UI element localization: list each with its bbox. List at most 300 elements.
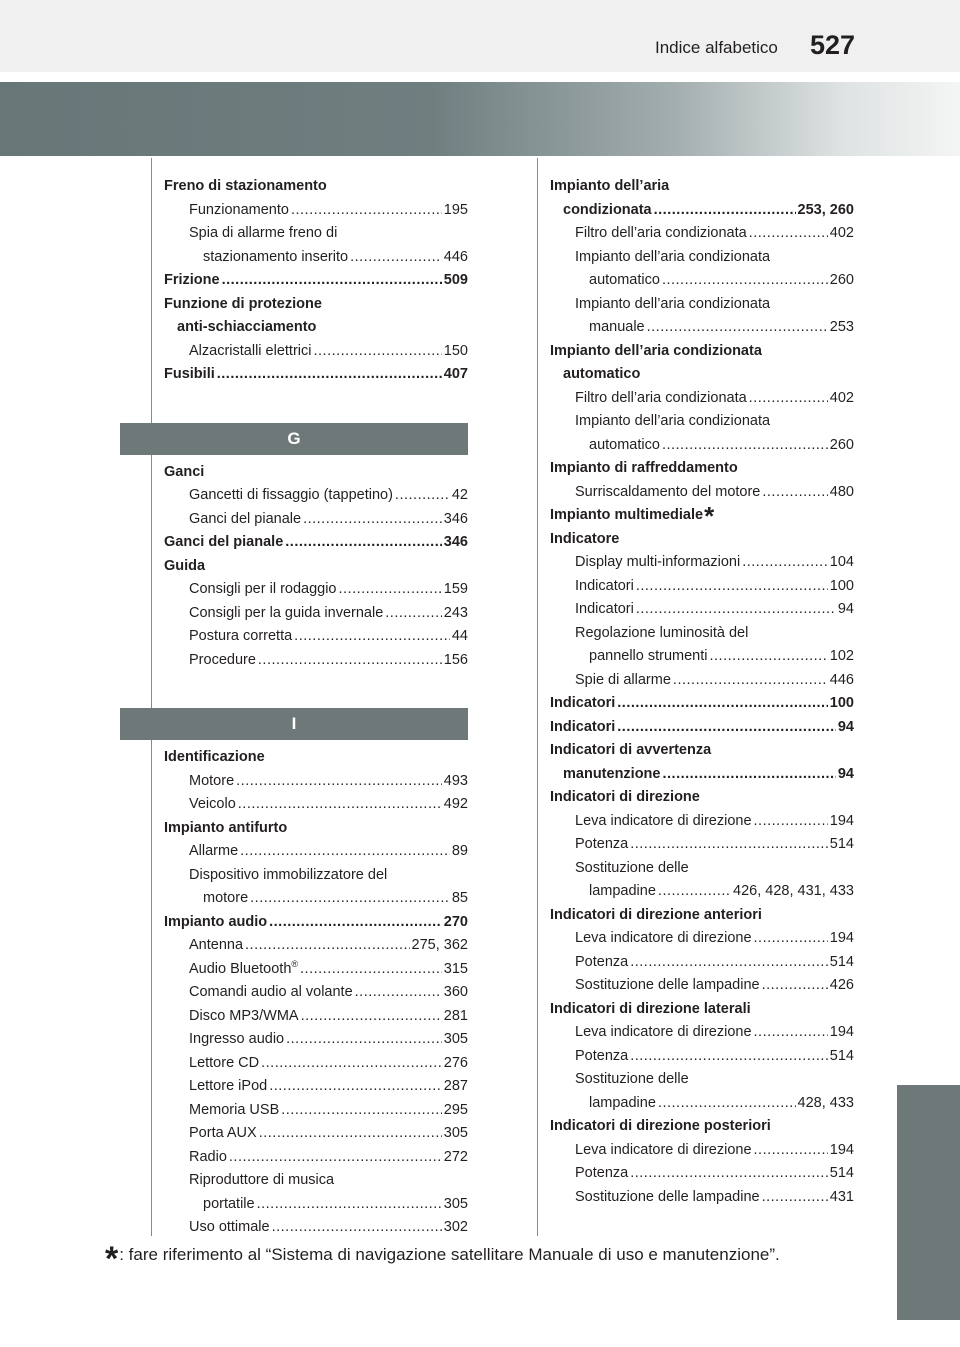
index-entry-term: [177, 316, 316, 340]
index-entry-page: 276: [443, 1054, 468, 1071]
dot-leader: [754, 1021, 828, 1045]
index-group-g: [164, 461, 468, 673]
index-entry-page: 426, 428, 431, 433: [733, 883, 854, 899]
index-entry-label: Ingresso audio: [189, 1031, 285, 1047]
index-entry: [164, 1099, 468, 1123]
index-entry-page: 360: [443, 984, 468, 1000]
dot-leader: [749, 222, 828, 246]
index-entry-page: 94: [837, 718, 854, 735]
index-entry-label: Indicatori: [550, 695, 616, 711]
index-entry-term: [575, 810, 752, 834]
index-entry-page: 253: [829, 319, 854, 335]
dot-leader: [662, 763, 835, 787]
index-entry-label: Gancetti di fissaggio (tappetino): [189, 487, 393, 503]
dot-leader: [762, 974, 828, 998]
index-entry: [164, 578, 468, 602]
dot-leader: [673, 669, 828, 693]
dot-leader: [222, 269, 442, 293]
index-entry-label: Ganci del pianale: [164, 534, 284, 550]
index-entry-label: Regolazione luminosità del: [575, 624, 749, 641]
dot-leader: [762, 481, 827, 505]
index-entry-term: [550, 457, 738, 481]
index-entry-term: [575, 575, 634, 599]
index-entry-label: Disco MP3/WMA: [189, 1007, 299, 1024]
column-divider-left: [151, 158, 152, 1236]
index-entry: [550, 1115, 854, 1139]
index-entry: [550, 175, 854, 199]
index-entry-page: 509: [443, 272, 468, 288]
index-entry-term: [563, 199, 652, 223]
index-entry-term: [589, 434, 660, 458]
index-entry-term: [164, 175, 327, 199]
index-entry-page: 346: [443, 534, 468, 550]
dot-leader: [630, 951, 828, 975]
index-entry-label: Postura corretta: [189, 628, 293, 644]
index-entry-label: lampadine: [589, 1094, 656, 1111]
index-entry-term: [189, 1216, 270, 1240]
dot-leader: [754, 927, 828, 951]
index-entry: [164, 222, 468, 246]
index-entry-label: Spie di allarme: [575, 671, 671, 688]
index-entry-page: 194: [829, 1024, 854, 1040]
index-entry-label: Indicatori: [575, 601, 634, 617]
dot-leader: [257, 1193, 442, 1217]
index-entry-term: [189, 1075, 267, 1099]
index-entry-label: Veicolo: [189, 796, 236, 812]
index-entry: [164, 461, 468, 485]
index-entry-term: [589, 645, 708, 669]
index-entry-page: 260: [829, 436, 854, 453]
index-entry-page: 493: [443, 772, 468, 789]
index-entry-term: [575, 481, 760, 505]
column-divider-right: [537, 158, 538, 1236]
index-group-impianto-indicatori: [550, 175, 854, 1209]
index-entry: [164, 817, 468, 841]
section-title: Indice alfabetico: [655, 38, 778, 57]
index-entry: [164, 840, 468, 864]
dot-leader: [272, 1216, 442, 1240]
index-entry-term: [189, 625, 292, 649]
index-entry-term: [550, 998, 751, 1022]
index-entry-page: 514: [829, 953, 854, 970]
dot-leader: [355, 981, 442, 1005]
index-entry: [550, 951, 854, 975]
index-entry-term: [189, 199, 289, 223]
index-entry-term: [189, 222, 337, 246]
index-entry-label: automatico: [589, 436, 660, 453]
index-entry: [164, 864, 468, 888]
index-entry-label: Antenna: [189, 937, 244, 953]
index-group-i: [164, 746, 468, 1240]
index-entry-page: 446: [829, 671, 854, 688]
index-entry-page: 159: [443, 581, 468, 597]
dot-leader: [285, 531, 442, 555]
dot-leader: [269, 911, 442, 935]
index-entry-page: 315: [443, 960, 468, 977]
index-entry-label: portatile: [203, 1195, 255, 1212]
index-entry-term: [589, 880, 656, 904]
index-entry: [550, 716, 854, 740]
index-entry-page: 514: [829, 836, 854, 852]
index-entry-label: Impianto audio: [164, 913, 268, 930]
index-entry-term: [164, 531, 283, 555]
index-entry-term: [575, 1186, 760, 1210]
letter-heading-g: G: [120, 423, 468, 455]
index-entry-page: 305: [443, 1125, 468, 1141]
index-entry-page: 42: [451, 487, 468, 503]
index-entry: [550, 410, 854, 434]
index-entry-term: [575, 951, 628, 975]
index-entry: [164, 363, 468, 387]
index-entry-page: 295: [443, 1101, 468, 1118]
index-entry-page: 195: [443, 201, 468, 218]
index-entry-term: [575, 1162, 628, 1186]
index-entry: [550, 481, 854, 505]
index-entry: [164, 1146, 468, 1170]
index-entry-term: [203, 1193, 255, 1217]
dot-leader: [294, 625, 450, 649]
dot-leader: [258, 649, 442, 673]
index-entry: [550, 1162, 854, 1186]
index-entry-term: [589, 316, 645, 340]
index-entry-label: Lettore CD: [189, 1054, 260, 1071]
index-entry: [550, 763, 854, 787]
index-entry-label: Indicatori di direzione anteriori: [550, 906, 762, 923]
index-entry-label: Leva indicatore di direzione: [575, 1024, 752, 1040]
index-entry-page: 194: [829, 930, 854, 946]
index-entry-term: [189, 1028, 284, 1052]
dot-leader: [630, 1162, 828, 1186]
index-entry: [164, 887, 468, 911]
index-entry: [550, 246, 854, 270]
index-entry-term: [164, 911, 267, 935]
index-entry-term: [164, 363, 215, 387]
index-entry: [164, 269, 468, 293]
index-entry-label: Riproduttore di musica: [189, 1172, 335, 1188]
index-entry-page: 305: [443, 1031, 468, 1047]
index-entry: [164, 246, 468, 270]
index-entry: [550, 974, 854, 998]
dot-leader: [236, 770, 442, 794]
dot-leader: [313, 340, 441, 364]
index-entry: [164, 1169, 468, 1193]
index-entry-label: Indicatore: [550, 530, 620, 547]
index-entry-label: Impianto dell’aria: [550, 178, 670, 194]
index-entry-label: Funzionamento: [189, 201, 289, 218]
index-entry-page: 480: [829, 483, 854, 500]
index-entry-page: 402: [829, 389, 854, 406]
footnote-reference-marker: *: [704, 501, 715, 531]
index-entry-label: stazionamento inserito: [203, 248, 349, 265]
dot-leader: [229, 1146, 442, 1170]
index-entry-label: Potenza: [575, 1047, 629, 1064]
index-entry-label: Dispositivo immobilizzatore del: [189, 866, 388, 883]
index-entry-label: Ganci: [164, 463, 205, 480]
index-entry-term: [189, 1099, 279, 1123]
index-entry-label: Frizione: [164, 272, 220, 288]
index-entry-label: pannello strumenti: [589, 648, 708, 664]
index-entry-label: manutenzione: [563, 765, 661, 782]
index-entry-page: 85: [451, 890, 468, 906]
index-entry-term: [189, 934, 243, 958]
index-entry-label: Comandi audio al volante: [189, 984, 353, 1000]
index-entry-page: 514: [829, 1047, 854, 1064]
index-entry-label: Freno di stazionamento: [164, 178, 327, 194]
index-entry: [164, 1028, 468, 1052]
index-entry-term: [575, 1021, 752, 1045]
index-entry-label: Impianto multimediale: [550, 507, 704, 523]
dot-leader: [395, 484, 450, 508]
footnote-marker: *: [105, 1240, 119, 1278]
index-entry-label: Impianto dell’aria condizionata: [575, 248, 771, 265]
dot-leader: [617, 716, 836, 740]
index-entry-term: [550, 739, 711, 763]
header-banner: [0, 82, 960, 156]
index-entry-page: 431: [829, 1188, 854, 1205]
index-entry-term: [164, 461, 204, 485]
index-entry-term: [589, 269, 660, 293]
index-entry-page: 346: [443, 510, 468, 527]
index-entry-label: automatico: [563, 366, 641, 382]
index-entry-page: 281: [443, 1007, 468, 1024]
index-entry-page: 305: [443, 1195, 468, 1212]
index-entry: [164, 340, 468, 364]
index-entry: [550, 434, 854, 458]
index-entry-page: 100: [829, 695, 854, 711]
index-entry-label: Sostituzione delle: [575, 859, 689, 876]
index-entry-label: Indicatori: [575, 577, 634, 594]
index-entry-page: 492: [443, 796, 468, 812]
index-entry: [550, 786, 854, 810]
index-entry-term: [575, 857, 689, 881]
index-entry-label: Fusibili: [164, 366, 215, 382]
index-entry-term: [575, 551, 740, 575]
index-entry-term: [575, 833, 628, 857]
index-group-f: [164, 175, 468, 387]
index-entry-term: [575, 222, 747, 246]
index-entry-page: 104: [829, 554, 854, 570]
index-entry: [550, 904, 854, 928]
index-entry-term: [589, 1092, 656, 1116]
index-entry-term: [550, 786, 700, 810]
index-entry-label: Surriscaldamento del motore: [575, 483, 761, 500]
dot-leader: [647, 316, 828, 340]
index-entry-page: 102: [829, 648, 854, 664]
index-entry: [550, 1068, 854, 1092]
index-entry-label: Consigli per il rodaggio: [189, 581, 337, 597]
index-entry: [550, 669, 854, 693]
index-entry: [550, 222, 854, 246]
index-entry-label: motore: [203, 890, 249, 906]
index-entry-term: [189, 578, 337, 602]
index-entry: [164, 934, 468, 958]
index-entry-label: Indicatori: [550, 718, 616, 735]
index-entry-label: Uso ottimale: [189, 1219, 270, 1235]
index-entry-label: Indicatori di direzione laterali: [550, 1000, 751, 1017]
index-entry: [164, 555, 468, 579]
index-entry: [550, 293, 854, 317]
dot-leader: [303, 508, 442, 532]
index-entry-term: [563, 363, 640, 387]
dot-leader: [291, 199, 442, 223]
index-entry-page: 150: [443, 342, 468, 359]
index-entry-label: Filtro dell’aria condizionata: [575, 389, 747, 406]
index-entry-term: [189, 1146, 227, 1170]
index-entry-label: lampadine: [589, 883, 656, 899]
index-entry-label: Motore: [189, 772, 235, 789]
dot-leader: [217, 363, 442, 387]
index-entry: [164, 175, 468, 199]
dot-leader: [286, 1028, 442, 1052]
index-entry-term: [575, 410, 770, 434]
index-entry-term: [563, 763, 660, 787]
index-entry: [164, 1216, 468, 1240]
footnote: [105, 1240, 780, 1279]
index-entry: [550, 857, 854, 881]
page-number: 527: [810, 30, 856, 60]
index-entry: [164, 1052, 468, 1076]
index-entry-label: Identificazione: [164, 749, 265, 765]
index-entry-term: [550, 1115, 771, 1139]
index-entry: [550, 810, 854, 834]
index-entry-label: Alzacristalli elettrici: [189, 342, 312, 359]
dot-leader: [617, 692, 828, 716]
index-entry: [550, 269, 854, 293]
dot-leader: [259, 1122, 442, 1146]
index-entry: [164, 911, 468, 935]
index-entry-label: Leva indicatore di direzione: [575, 1141, 752, 1158]
index-entry: [164, 316, 468, 340]
index-entry-term: [575, 622, 748, 646]
index-entry-label: Leva indicatore di direzione: [575, 930, 752, 946]
index-entry-term: [189, 340, 311, 364]
dot-leader: [261, 1052, 442, 1076]
index-entry: [550, 598, 854, 622]
index-entry-page: 275, 362: [411, 937, 468, 953]
index-entry-label: Porta AUX: [189, 1125, 257, 1141]
index-entry-term: [203, 246, 348, 270]
index-entry-page: 243: [443, 604, 468, 621]
index-entry-term: [164, 817, 287, 841]
index-entry: [164, 199, 468, 223]
index-entry: [550, 1186, 854, 1210]
index-entry: [164, 1193, 468, 1217]
index-entry: [164, 293, 468, 317]
index-entry: [550, 316, 854, 340]
chapter-side-tab: [897, 1085, 960, 1320]
index-entry-term: [189, 602, 383, 626]
index-entry: [164, 1075, 468, 1099]
index-entry-page: 194: [829, 1141, 854, 1158]
index-entry: [550, 363, 854, 387]
index-entry: [550, 998, 854, 1022]
index-entry: [550, 645, 854, 669]
index-entry: [550, 622, 854, 646]
dot-leader: [710, 645, 828, 669]
index-entry-page: 270: [443, 913, 468, 930]
index-entry-label: Impianto dell’aria condizionata: [550, 342, 762, 359]
index-entry-page: 94: [837, 601, 854, 617]
index-entry-term: [575, 927, 752, 951]
index-column-left: [164, 175, 468, 1240]
index-entry-term: [189, 1052, 259, 1076]
index-entry-term: [550, 340, 762, 364]
index-entry-label: Leva indicatore di direzione: [575, 812, 752, 829]
index-entry-page: 514: [829, 1165, 854, 1181]
index-entry-label: anti-schiacciamento: [177, 319, 317, 335]
index-entry-page: 402: [829, 225, 854, 241]
dot-leader: [662, 434, 828, 458]
dot-leader: [245, 934, 410, 958]
index-entry: [164, 793, 468, 817]
index-entry-label: Filtro dell’aria condizionata: [575, 225, 747, 241]
index-entry-page: 407: [443, 366, 468, 382]
index-entry-page: 272: [443, 1148, 468, 1165]
index-entry: [164, 1005, 468, 1029]
index-entry-label: Potenza: [575, 953, 629, 970]
dot-leader: [281, 1099, 442, 1123]
index-entry: [164, 508, 468, 532]
dot-leader: [658, 1092, 796, 1116]
dot-leader: [339, 578, 442, 602]
index-entry-label: Spia di allarme freno di: [189, 225, 338, 241]
index-entry-label: Impianto di raffreddamento: [550, 460, 738, 476]
dot-leader: [630, 833, 828, 857]
index-entry-page: 94: [837, 765, 854, 782]
dot-leader: [636, 575, 828, 599]
index-entry-term: [164, 746, 265, 770]
index-entry: [550, 692, 854, 716]
index-entry-term: [189, 840, 238, 864]
index-entry: [164, 625, 468, 649]
dot-leader: [240, 840, 450, 864]
dot-leader: [654, 199, 796, 223]
index-entry-term: [189, 864, 387, 888]
index-entry-term: [575, 246, 770, 270]
index-entry-label: Indicatori di avvertenza: [550, 742, 712, 758]
index-entry-term: [189, 649, 256, 673]
dot-leader: [754, 810, 828, 834]
index-entry-term: [189, 484, 393, 508]
index-entry: [164, 958, 468, 982]
index-entry-term: [550, 175, 669, 199]
index-entry-label: condizionata: [563, 201, 652, 218]
index-entry: [550, 340, 854, 364]
index-entry: [550, 528, 854, 552]
index-entry-term: [550, 716, 615, 740]
index-entry-term: [575, 293, 770, 317]
index-entry-page: 44: [451, 628, 468, 644]
dot-leader: [630, 1045, 828, 1069]
index-entry-page: 428, 433: [797, 1094, 854, 1111]
index-entry: [550, 457, 854, 481]
index-entry-term: [575, 1045, 628, 1069]
index-entry: [550, 387, 854, 411]
index-entry: [550, 551, 854, 575]
index-entry: [550, 199, 854, 223]
dot-leader: [385, 602, 442, 626]
index-entry-term: [189, 508, 301, 532]
index-entry: [550, 739, 854, 763]
index-entry: [550, 927, 854, 951]
index-column-right: [550, 175, 854, 1209]
index-entry-label: Lettore iPod: [189, 1078, 268, 1094]
index-entry-label: Consigli per la guida invernale: [189, 604, 384, 621]
index-entry-label: Radio: [189, 1148, 227, 1165]
index-entry-term: [164, 269, 220, 293]
index-entry: [164, 1122, 468, 1146]
index-entry-term: [203, 887, 248, 911]
